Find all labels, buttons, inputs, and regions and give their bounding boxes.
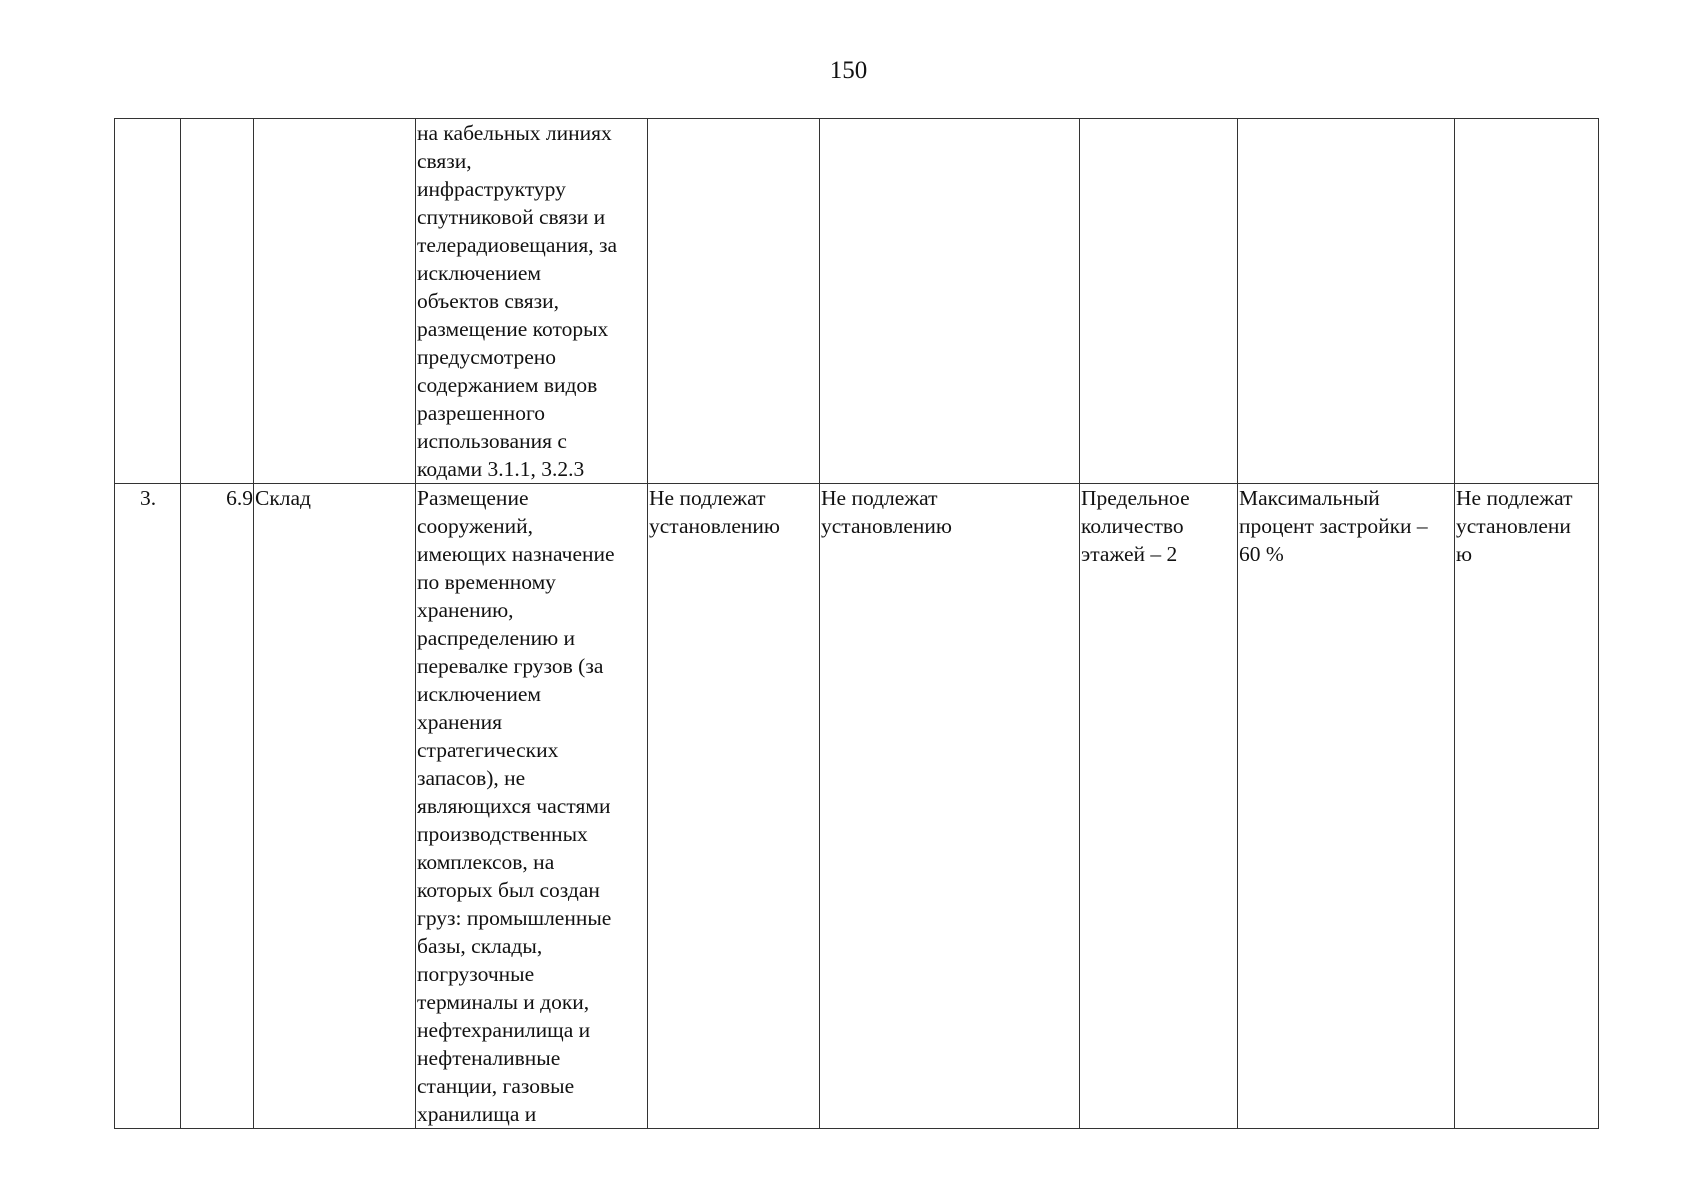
parameter-cell: [1080, 119, 1238, 484]
regulations-table: [114, 118, 1599, 1129]
parameter-value: Не подлежат установлению: [649, 486, 780, 538]
use-code-cell: [181, 484, 254, 1129]
parameter-cell: [1080, 484, 1238, 1129]
use-name: Склад: [255, 486, 311, 510]
use-code-cell: [181, 119, 254, 484]
use-description-cell: [416, 119, 648, 484]
parameter-value: Предельное количество этажей – 2: [1081, 486, 1190, 566]
use-description: на кабельных линиях связи, инфраструктуру спутниковой связи и телерадиовещания, за исключением объектов связи, размещение которых предусмотрено содержанием видов разрешенного использования с кодами 3.1.1, 3.2.3: [417, 121, 618, 481]
row-number-cell: [115, 484, 181, 1129]
parameter-value: Не подлежат установлению: [821, 486, 952, 538]
parameter-cell: [1238, 484, 1455, 1129]
use-name-cell: [254, 119, 416, 484]
use-name-cell: [254, 484, 416, 1129]
use-description: Размещение сооружений, имеющих назначение по временному хранению, распределению и перевалке грузов (за исключением хранения стратегических запасов), не являющихся частями производственных комплексов, на которых был создан груз: промышленные базы, склады, погрузочные терминалы и доки, нефтехранилища и нефтеналивные станции, газовые хранилища и: [417, 486, 615, 1126]
parameter-cell: [1455, 484, 1599, 1129]
row-number-cell: [115, 119, 181, 484]
parameter-cell: [648, 484, 820, 1129]
parameter-cell: [1238, 119, 1455, 484]
parameter-cell: [1455, 119, 1599, 484]
parameter-cell: [648, 119, 820, 484]
table-row: [115, 484, 1599, 1129]
parameter-cell: [820, 484, 1080, 1129]
table-row: [115, 119, 1599, 484]
use-code: 6.9: [226, 486, 253, 510]
use-description-cell: [416, 484, 648, 1129]
page-number: 150: [829, 57, 868, 84]
parameter-value: Не подлежат установлени ю: [1456, 486, 1573, 566]
row-number: 3.: [139, 486, 157, 510]
parameter-cell: [820, 119, 1080, 484]
parameter-value: Максимальный процент застройки – 60 %: [1239, 486, 1428, 566]
